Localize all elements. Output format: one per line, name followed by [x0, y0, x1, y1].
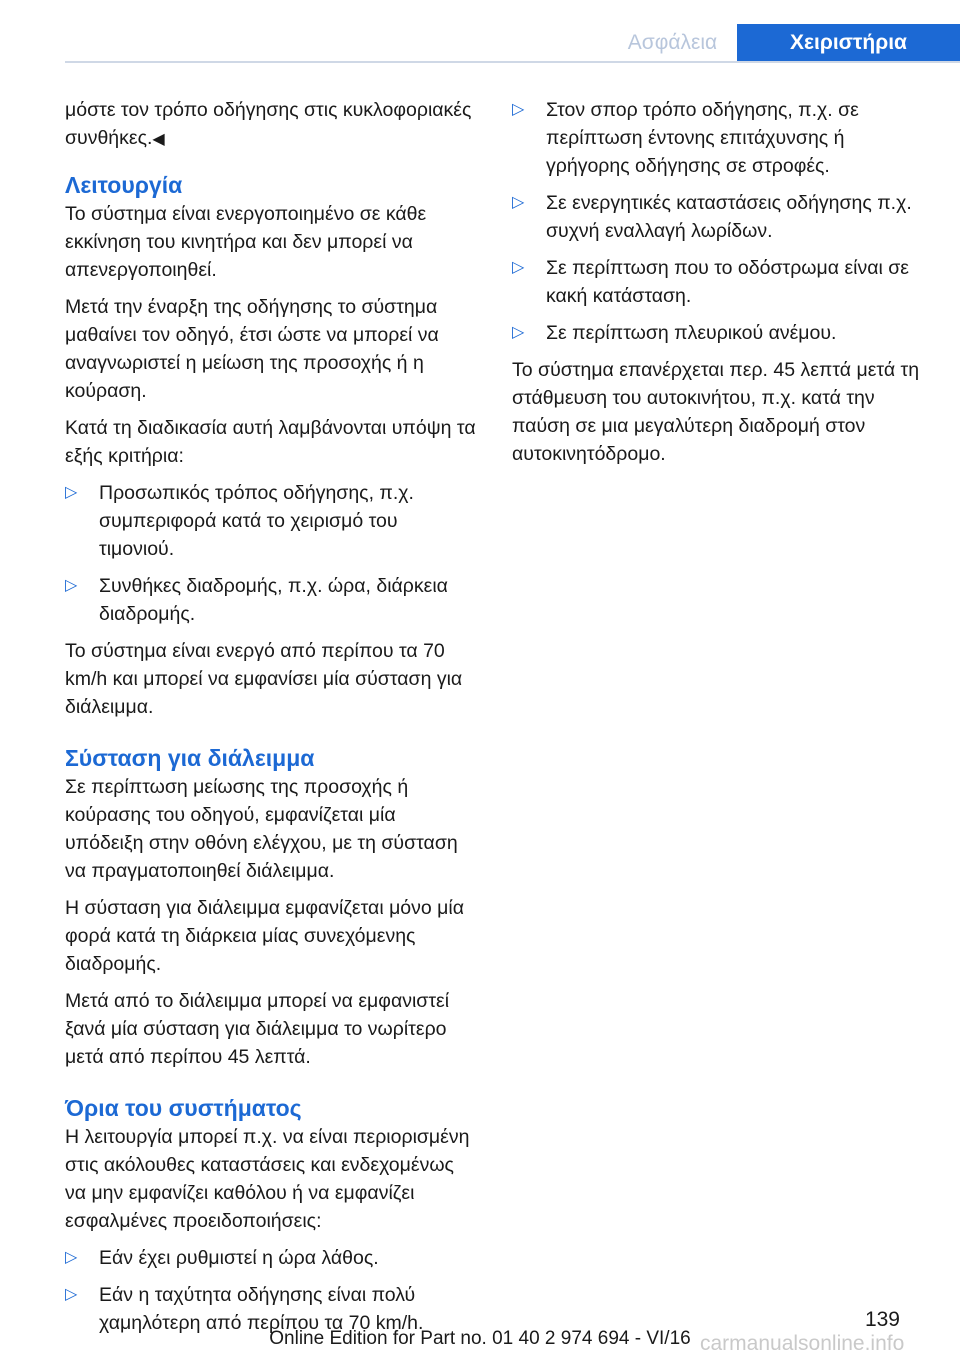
- left-column: [65, 96, 477, 1346]
- bullet-triangle-icon: ▷: [65, 577, 78, 594]
- list-item-text: Εάν έχει ρυθμιστεί η ώρα λάθος.: [99, 1247, 379, 1269]
- watermark: carmanualsonline.info: [700, 1332, 905, 1355]
- page-header: [0, 0, 960, 62]
- paragraph: Μετά από το διάλειμμα μπορεί να εμφανιστεί ξανά μία σύσταση για διάλειμμα το νωρίτερο μετά από περίπου 45 λεπτά.: [65, 990, 450, 1068]
- paragraph: Το σύστημα είναι ενεργό από περίπου τα 70 km/h και μπορεί να εμφανίσει μία σύσταση για διάλειμμα.: [65, 640, 463, 718]
- section-tab[interactable]: Ασφάλεια: [627, 31, 718, 54]
- list-item: [65, 572, 477, 628]
- chapter-tab-active[interactable]: Χειριστήρια: [737, 24, 960, 62]
- paragraph: Η λειτουργία μπορεί π.χ. να είναι περιορισμένη στις ακόλουθες καταστάσεις και ενδεχομένως να μην εμφανίζει καθόλου ή να εμφανίζει εσφαλμένες προειδοποιήσεις:: [65, 1126, 470, 1232]
- bullet-triangle-icon: ▷: [512, 101, 525, 118]
- criteria-list: [65, 479, 477, 628]
- list-item-text: Εάν η ταχύτητα οδήγησης είναι πολύ χαμηλότερη από περίπου τα 70 km/h.: [99, 1284, 424, 1334]
- limits-list-continued: [512, 96, 930, 347]
- edition-footer: Online Edition for Part no. 01 40 2 974 694 - VI/16: [269, 1328, 691, 1349]
- list-item-text: Σε περίπτωση που το οδόστρωμα είναι σε κακή κατάσταση.: [546, 257, 909, 307]
- intro-paragraph: [65, 96, 477, 154]
- list-item: [512, 254, 930, 310]
- heading-break-recommendation: Σύσταση για διάλειμμα: [65, 745, 315, 771]
- bullet-triangle-icon: ▷: [512, 194, 525, 211]
- list-item-text: Προσωπικός τρόπος οδήγησης, π.χ. συμπεριφορά κατά το χειρισμό του τιμονιού.: [99, 482, 414, 560]
- paragraph: Το σύστημα επανέρχεται περ. 45 λεπτά μετά τη στάθμευση του αυτοκινήτου, π.χ. κατά την παύση σε μια μεγαλύτερη διαδρομή στον αυτοκινητόδρομο.: [512, 359, 920, 465]
- list-item-text: Στον σπορ τρόπο οδήγησης, π.χ. σε περίπτωση έντονης επιτάχυνσης ή γρήγορης οδήγησης σε στροφές.: [546, 99, 859, 177]
- bullet-triangle-icon: ▷: [65, 1249, 78, 1266]
- list-item: [512, 319, 930, 347]
- list-item: [65, 479, 477, 563]
- end-mark-icon: ◀: [152, 131, 165, 148]
- bullet-triangle-icon: ▷: [65, 484, 78, 501]
- bullet-triangle-icon: ▷: [65, 1286, 78, 1303]
- page-number: 139: [864, 1308, 900, 1331]
- list-item-text: Συνθήκες διαδρομής, π.χ. ώρα, διάρκεια διαδρομής.: [99, 575, 448, 625]
- paragraph: Μετά την έναρξη της οδήγησης το σύστημα μαθαίνει τον οδηγό, έτσι ώστε να μπορεί να αναγνωριστεί η μείωση της προσοχής ή η κούραση.: [65, 296, 439, 402]
- paragraph: Κατά τη διαδικασία αυτή λαμβάνονται υπόψη τα εξής κριτήρια:: [65, 417, 476, 467]
- right-column: [512, 96, 930, 477]
- heading-function: Λειτουργία: [65, 172, 183, 198]
- heading-system-limits: Όρια του συστήματος: [65, 1095, 302, 1121]
- header-divider: [65, 61, 960, 63]
- list-item-text: Σε περίπτωση πλευρικού ανέμου.: [546, 322, 837, 344]
- list-item: [512, 189, 930, 245]
- list-item-text: Σε ενεργητικές καταστάσεις οδήγησης π.χ. συχνή εναλλαγή λωρίδων.: [546, 192, 912, 242]
- bullet-triangle-icon: ▷: [512, 259, 525, 276]
- paragraph: Η σύσταση για διάλειμμα εμφανίζεται μόνο μία φορά κατά τη διάρκεια μίας συνεχόμενης διαδρομής.: [65, 897, 465, 975]
- limits-list: [65, 1244, 477, 1337]
- paragraph: Σε περίπτωση μείωσης της προσοχής ή κούρασης του οδηγού, εμφανίζεται μία υπόδειξη στην οθόνη ελέγχου, με τη σύσταση να πραγματοποιηθεί διάλειμμα.: [65, 776, 458, 882]
- list-item: [512, 96, 930, 180]
- bullet-triangle-icon: ▷: [512, 324, 525, 341]
- intro-text: μόστε τον τρόπο οδήγησης στις κυκλοφοριακές συνθήκες.: [65, 99, 472, 149]
- paragraph: Το σύστημα είναι ενεργοποιημένο σε κάθε εκκίνηση του κινητήρα και δεν μπορεί να απενεργοποιηθεί.: [65, 203, 427, 281]
- list-item: [65, 1244, 477, 1272]
